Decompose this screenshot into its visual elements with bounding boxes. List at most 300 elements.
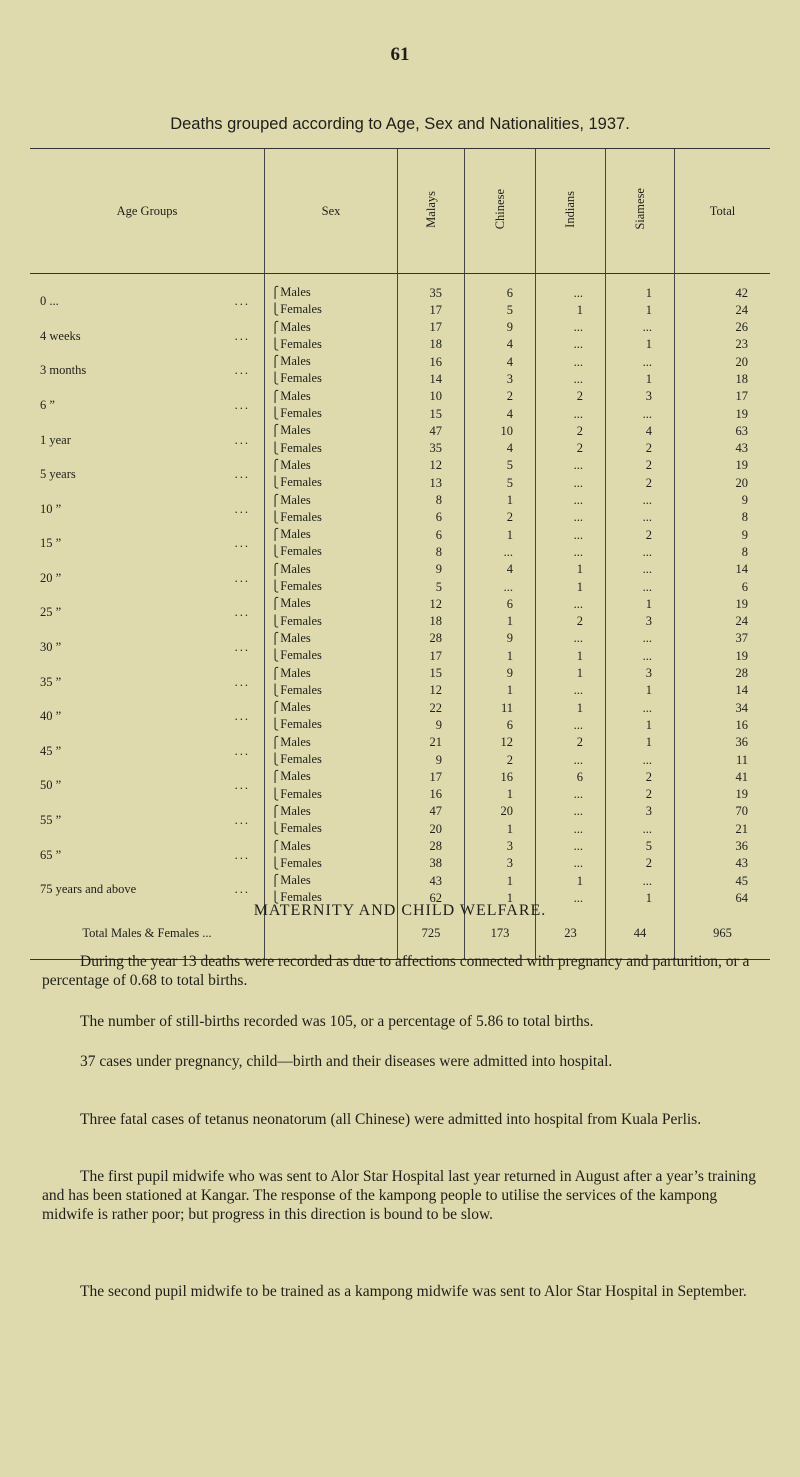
total-cell: 19 (675, 647, 771, 664)
paragraph: The first pupil midwife who was sent to Alor Star Hospital last year returned in August after a year’s training and has been stationed at Kangar. The response of the kampong people to utilise the services of the kampong midwife is rather poor; but progress in this direction is bound to be slow. (42, 1168, 756, 1223)
indians-cell: ... (536, 682, 606, 699)
leader-dots: ... (234, 432, 250, 447)
age-group-cell (30, 561, 265, 596)
section-heading: MATERNITY AND CHILD WELFARE. (253, 902, 547, 919)
sex-cell (265, 457, 398, 474)
indians-cell: 1 (536, 561, 606, 578)
chinese-cell: 6 (465, 716, 536, 733)
chinese-cell: 4 (465, 440, 536, 457)
siamese-cell: ... (606, 353, 675, 370)
brace-icon: ⎩ (271, 304, 280, 317)
malays-cell: 62 (398, 889, 465, 906)
indians-cell: 2 (536, 734, 606, 751)
brace-icon: ⎧ (271, 667, 280, 680)
totals-label: Total Males & Females ... (30, 907, 265, 960)
sex-label: Males (280, 734, 311, 749)
brace-icon: ⎧ (271, 563, 280, 576)
chinese-cell: 16 (465, 768, 536, 785)
chinese-cell: 5 (465, 474, 536, 491)
siamese-cell: 3 (606, 613, 675, 630)
indians-cell: ... (536, 457, 606, 474)
indians-cell: ... (536, 526, 606, 543)
table-row (30, 353, 770, 370)
age-group-label: 65 ” (40, 847, 62, 862)
indians-cell: ... (536, 855, 606, 872)
malays-cell: 28 (398, 630, 465, 647)
indians-cell: ... (536, 274, 606, 302)
siamese-cell: ... (606, 630, 675, 647)
header-row (30, 149, 770, 274)
sex-cell (265, 319, 398, 336)
total-cell: 19 (675, 595, 771, 612)
leader-dots: ... (234, 536, 250, 551)
indians-cell: ... (536, 543, 606, 560)
age-group-cell (30, 492, 265, 527)
sex-label: Males (280, 285, 311, 299)
malays-cell: 14 (398, 370, 465, 387)
leader-dots: ... (234, 605, 250, 620)
sex-label: Males (280, 803, 311, 818)
siamese-cell: ... (606, 509, 675, 526)
sex-label: Males (280, 769, 311, 784)
indians-cell: 1 (536, 578, 606, 595)
table-row (30, 803, 770, 820)
malays-cell: 13 (398, 474, 465, 491)
sex-label: Females (280, 855, 322, 870)
siamese-cell: 3 (606, 803, 675, 820)
sex-cell (265, 422, 398, 439)
malays-cell: 17 (398, 319, 465, 336)
brace-icon: ⎧ (271, 494, 280, 507)
age-group-label: 40 ” (40, 709, 62, 724)
total-cell: 6 (675, 578, 771, 595)
leader-dots: ... (234, 847, 250, 862)
table-row (30, 872, 770, 889)
chinese-cell: 2 (465, 751, 536, 768)
brace-icon: ⎧ (271, 875, 280, 888)
siamese-cell: 2 (606, 768, 675, 785)
siamese-cell: ... (606, 820, 675, 837)
sex-label: Females (280, 336, 322, 351)
total-cell: 8 (675, 509, 771, 526)
sex-cell (265, 336, 398, 353)
table-row (30, 319, 770, 336)
siamese-cell: ... (606, 751, 675, 768)
total-cell: 28 (675, 665, 771, 682)
chinese-cell: 2 (465, 509, 536, 526)
table-row (30, 526, 770, 543)
siamese-cell: ... (606, 561, 675, 578)
paragraph: The number of still-births recorded was 105, or a percentage of 5.86 to total births. (80, 1013, 594, 1030)
leader-dots: ... (234, 363, 250, 378)
chinese-cell: 4 (465, 353, 536, 370)
indians-cell: 1 (536, 699, 606, 716)
malays-cell: 6 (398, 526, 465, 543)
age-group-label: 50 ” (40, 778, 62, 793)
siamese-cell: 4 (606, 422, 675, 439)
age-group-cell (30, 734, 265, 769)
sex-label: Males (280, 561, 311, 576)
indians-cell: ... (536, 370, 606, 387)
sex-cell (265, 578, 398, 595)
age-group-cell (30, 353, 265, 388)
leader-dots: ... (234, 397, 250, 412)
siamese-cell: 3 (606, 388, 675, 405)
age-group-cell (30, 526, 265, 561)
brace-icon: ⎩ (271, 511, 280, 524)
total-cell: 43 (675, 855, 771, 872)
sex-label: Males (280, 527, 311, 542)
age-group-label: 75 years and above (40, 882, 137, 897)
brace-icon: ⎧ (271, 805, 280, 818)
brace-icon: ⎧ (271, 598, 280, 611)
sex-label: Males (280, 630, 311, 645)
leader-dots: ... (234, 501, 250, 516)
brace-icon: ⎩ (271, 650, 280, 663)
brace-icon: ⎩ (271, 754, 280, 767)
malays-cell: 16 (398, 786, 465, 803)
malays-cell: 35 (398, 274, 465, 302)
sex-cell (265, 405, 398, 422)
malays-cell: 12 (398, 595, 465, 612)
chinese-cell: 1 (465, 492, 536, 509)
total-cell: 11 (675, 751, 771, 768)
malays-cell: 8 (398, 543, 465, 560)
chinese-cell: 6 (465, 595, 536, 612)
sex-cell (265, 838, 398, 855)
malays-cell: 43 (398, 872, 465, 889)
brace-icon: ⎧ (271, 771, 280, 784)
sex-cell (265, 699, 398, 716)
age-group-cell (30, 388, 265, 423)
indians-cell: 1 (536, 301, 606, 318)
indians-cell: 2 (536, 613, 606, 630)
indians-cell: 2 (536, 422, 606, 439)
siamese-cell: 2 (606, 786, 675, 803)
sex-cell (265, 474, 398, 491)
siamese-cell: 2 (606, 440, 675, 457)
leader-dots: ... (234, 467, 250, 482)
age-group-label: 20 ” (40, 570, 62, 585)
sex-cell (265, 682, 398, 699)
siamese-cell: ... (606, 405, 675, 422)
leader-dots: ... (234, 294, 250, 309)
sex-label: Females (280, 648, 322, 663)
indians-cell: ... (536, 474, 606, 491)
malays-cell: 16 (398, 353, 465, 370)
malays-cell: 10 (398, 388, 465, 405)
table-row (30, 492, 770, 509)
chinese-cell: 2 (465, 388, 536, 405)
malays-cell: 6 (398, 509, 465, 526)
indians-cell: ... (536, 630, 606, 647)
sex-label: Females (280, 509, 322, 524)
sex-cell (265, 647, 398, 664)
age-group-cell (30, 422, 265, 457)
siamese-cell: ... (606, 699, 675, 716)
table-row (30, 595, 770, 612)
total-cell: 36 (675, 838, 771, 855)
chinese-cell: 1 (465, 613, 536, 630)
table-row (30, 274, 770, 302)
chinese-cell: 5 (465, 301, 536, 318)
total-cell: 43 (675, 440, 771, 457)
indians-cell: ... (536, 353, 606, 370)
table-row (30, 734, 770, 751)
indians-cell: ... (536, 595, 606, 612)
total-cell: 8 (675, 543, 771, 560)
paragraph: The second pupil midwife to be trained as a kampong midwife was sent to Alor Star Hospital in September. (80, 1283, 747, 1300)
siamese-cell: 3 (606, 665, 675, 682)
age-group-cell (30, 838, 265, 873)
leader-dots: ... (234, 640, 250, 655)
total-cell: 42 (675, 274, 771, 302)
chinese-cell: 20 (465, 803, 536, 820)
leader-dots: ... (234, 778, 250, 793)
brace-icon: ⎧ (271, 632, 280, 645)
deaths-table (30, 148, 770, 960)
sex-label: Females (280, 786, 322, 801)
brace-icon: ⎩ (271, 408, 280, 421)
brace-icon: ⎩ (271, 338, 280, 351)
brace-icon: ⎩ (271, 892, 280, 905)
age-group-cell (30, 595, 265, 630)
header-age-groups: Age Groups (30, 149, 265, 274)
sex-cell (265, 751, 398, 768)
sex-cell (265, 526, 398, 543)
brace-icon: ⎧ (271, 736, 280, 749)
sex-cell (265, 786, 398, 803)
total-cell: 63 (675, 422, 771, 439)
total-cell: 64 (675, 889, 771, 906)
indians-cell: 6 (536, 768, 606, 785)
sex-cell (265, 388, 398, 405)
indians-cell: ... (536, 492, 606, 509)
chinese-cell: 11 (465, 699, 536, 716)
indians-cell: ... (536, 405, 606, 422)
malays-cell: 18 (398, 613, 465, 630)
age-group-label: 15 ” (40, 536, 62, 551)
chinese-cell: 10 (465, 422, 536, 439)
sex-label: Females (280, 475, 322, 490)
malays-cell: 28 (398, 838, 465, 855)
sex-cell (265, 768, 398, 785)
brace-icon: ⎩ (271, 857, 280, 870)
brace-icon: ⎧ (271, 390, 280, 403)
brace-icon: ⎩ (271, 546, 280, 559)
sex-cell (265, 803, 398, 820)
sex-cell (265, 353, 398, 370)
paragraph: Three fatal cases of tetanus neonatorum (all Chinese) were admitted into hospital from Kuala Perlis. (80, 1111, 702, 1128)
sex-cell (265, 630, 398, 647)
indians-cell: 2 (536, 388, 606, 405)
chinese-cell: 5 (465, 457, 536, 474)
sex-cell (265, 665, 398, 682)
age-group-label: 4 weeks (40, 328, 81, 343)
malays-cell: 5 (398, 578, 465, 595)
brace-icon: ⎧ (271, 529, 280, 542)
chinese-cell: 3 (465, 855, 536, 872)
total-cell: 37 (675, 630, 771, 647)
siamese-cell: ... (606, 578, 675, 595)
table-row (30, 561, 770, 578)
sex-label: Males (280, 665, 311, 680)
chinese-cell: 3 (465, 370, 536, 387)
header-indians: Indians (536, 149, 606, 274)
total-cell: 9 (675, 526, 771, 543)
malays-cell: 17 (398, 768, 465, 785)
paragraph: 37 cases under pregnancy, child—birth and their diseases were admitted into hospital. (80, 1053, 613, 1070)
indians-cell: ... (536, 716, 606, 733)
total-cell: 9 (675, 492, 771, 509)
brace-icon: ⎧ (271, 321, 280, 334)
total-cell: 14 (675, 682, 771, 699)
indians-cell: ... (536, 786, 606, 803)
total-malays: 725 (398, 907, 465, 960)
brace-icon: ⎧ (271, 356, 280, 369)
leader-dots: ... (234, 570, 250, 585)
sex-label: Males (280, 596, 311, 611)
siamese-cell: 5 (606, 838, 675, 855)
siamese-cell: 1 (606, 682, 675, 699)
header-malays: Malays (398, 149, 465, 274)
table-row (30, 699, 770, 716)
total-cell: 36 (675, 734, 771, 751)
siamese-cell: ... (606, 872, 675, 889)
age-group-label: 30 ” (40, 640, 62, 655)
sex-label: Males (280, 838, 311, 853)
total-cell: 41 (675, 768, 771, 785)
sex-cell (265, 716, 398, 733)
table-title: Deaths grouped according to Age, Sex and Nationalities, 1937. (170, 115, 630, 133)
siamese-cell: ... (606, 647, 675, 664)
total-indians: 23 (536, 907, 606, 960)
brace-icon: ⎩ (271, 373, 280, 386)
sex-label: Females (280, 544, 322, 559)
sex-label: Females (280, 302, 322, 317)
chinese-cell: 9 (465, 630, 536, 647)
malays-cell: 17 (398, 647, 465, 664)
table-row (30, 838, 770, 855)
sex-label: Males (280, 700, 311, 715)
siamese-cell: ... (606, 543, 675, 560)
age-group-cell (30, 319, 265, 354)
sex-label: Females (280, 821, 322, 836)
malays-cell: 21 (398, 734, 465, 751)
brace-icon: ⎩ (271, 477, 280, 490)
chinese-cell: 1 (465, 526, 536, 543)
chinese-cell: 1 (465, 872, 536, 889)
siamese-cell: ... (606, 492, 675, 509)
malays-cell: 47 (398, 422, 465, 439)
indians-cell: ... (536, 838, 606, 855)
chinese-cell: 1 (465, 889, 536, 906)
sex-cell (265, 855, 398, 872)
malays-cell: 12 (398, 457, 465, 474)
malays-cell: 15 (398, 665, 465, 682)
siamese-cell: 1 (606, 889, 675, 906)
indians-cell: ... (536, 751, 606, 768)
sex-cell (265, 301, 398, 318)
malays-cell: 8 (398, 492, 465, 509)
indians-cell: 1 (536, 647, 606, 664)
indians-cell: ... (536, 803, 606, 820)
sex-cell (265, 274, 398, 302)
siamese-cell: 1 (606, 595, 675, 612)
leader-dots: ... (234, 743, 250, 758)
age-group-label: 0 ... (40, 294, 59, 309)
chinese-cell: 9 (465, 665, 536, 682)
header-chinese: Chinese (465, 149, 536, 274)
brace-icon: ⎩ (271, 615, 280, 628)
age-group-label: 6 ” (40, 397, 55, 412)
sex-label: Males (280, 492, 311, 507)
sex-cell (265, 440, 398, 457)
total-chinese: 173 (465, 907, 536, 960)
malays-cell: 38 (398, 855, 465, 872)
brace-icon: ⎧ (271, 702, 280, 715)
sex-label: Males (280, 319, 311, 334)
age-group-label: 1 year (40, 432, 71, 447)
total-cell: 45 (675, 872, 771, 889)
sex-label: Females (280, 613, 322, 628)
chinese-cell: ... (465, 543, 536, 560)
brace-icon: ⎧ (271, 287, 280, 299)
siamese-cell: 1 (606, 274, 675, 302)
leader-dots: ... (234, 882, 250, 897)
total-cell: 14 (675, 561, 771, 578)
table-row (30, 457, 770, 474)
malays-cell: 9 (398, 561, 465, 578)
sex-label: Males (280, 873, 311, 888)
sex-cell (265, 734, 398, 751)
chinese-cell: 6 (465, 274, 536, 302)
age-group-label: 25 ” (40, 605, 62, 620)
indians-cell: ... (536, 336, 606, 353)
sex-label: Females (280, 371, 322, 386)
page-number: 61 (390, 44, 410, 65)
header-total: Total (675, 149, 771, 274)
total-cell: 19 (675, 457, 771, 474)
total-cell: 70 (675, 803, 771, 820)
total-cell: 21 (675, 820, 771, 837)
sex-label: Males (280, 457, 311, 472)
siamese-cell: 2 (606, 474, 675, 491)
leader-dots: ... (234, 813, 250, 828)
sex-label: Females (280, 682, 322, 697)
chinese-cell: 4 (465, 561, 536, 578)
sex-label: Females (280, 752, 322, 767)
brace-icon: ⎩ (271, 788, 280, 801)
total-cell: 26 (675, 319, 771, 336)
total-cell: 23 (675, 336, 771, 353)
paragraph: During the year 13 deaths were recorded as due to affections connected with pregnancy and parturition, or a percentage of 0.68 to total births. (42, 953, 750, 989)
brace-icon: ⎩ (271, 684, 280, 697)
brace-icon: ⎧ (271, 425, 280, 438)
leader-dots: ... (234, 709, 250, 724)
sex-label: Males (280, 388, 311, 403)
age-group-cell (30, 274, 265, 319)
table-row (30, 665, 770, 682)
age-group-cell (30, 665, 265, 700)
malays-cell: 17 (398, 301, 465, 318)
age-group-cell (30, 457, 265, 492)
siamese-cell: ... (606, 319, 675, 336)
brace-icon: ⎩ (271, 442, 280, 455)
indians-cell: 1 (536, 872, 606, 889)
age-group-cell (30, 803, 265, 838)
age-group-cell (30, 768, 265, 803)
